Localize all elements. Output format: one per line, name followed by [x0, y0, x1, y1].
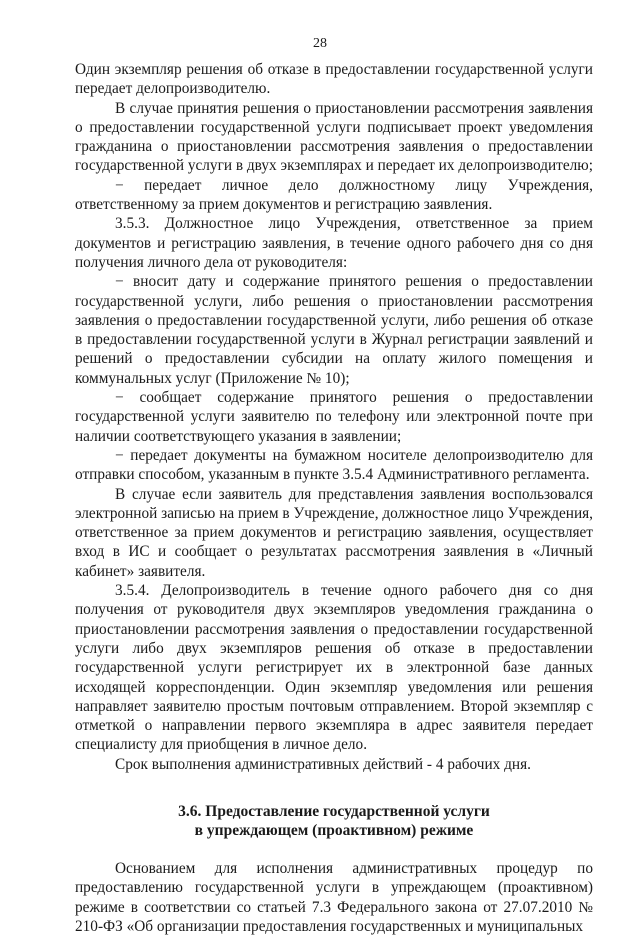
- page-number: 28: [313, 36, 327, 51]
- paragraph: Основанием для исполнения административных процедур по предоставлению государственной услуги в упреждающем (проактивном) режиме в соответствии со статьей 7.3 Федерального закона от 27.07.2010 № 210-ФЗ «Об организации предоставления государственных и муниципальных: [75, 859, 593, 935]
- paragraph: В случае если заявитель для представления заявления воспользовался электронной записью на прием в Учреждение, должностное лицо Учреждения, ответственное за прием документов и регистрацию заявления, осуществляет вход в ИС и сообщает о результатах рассмотрения заявления в «Личный кабинет» заявителя.: [75, 485, 593, 580]
- paragraph: 3.5.3. Должностное лицо Учреждения, ответственное за прием документов и регистрацию заявления, в течение одного рабочего дня со дня получения личного дела от руководителя:: [75, 215, 593, 271]
- paragraph: Один экземпляр решения об отказе в предоставлении государственной услуги передает делопроизводителю.: [75, 61, 593, 98]
- paragraph: 3.5.4. Делопроизводитель в течение одного рабочего дня со дня получения от руководителя двух экземпляров уведомления гражданина о приостановлении рассмотрения заявления о предоставлении государственной услуги либо двух экземпляров решения об отказе в предоставлении государственной услуги регистрирует их в электронной базе данных исходящей корреспонденции. Один экземпляр уведомления или решения направляет заявителю простым почтовым отправлением. Второй экземпляр с отметкой о направлении первого экземпляра в адрес заявителя передает специалисту для приобщения в личное дело.: [75, 582, 593, 754]
- list-item: − вносит дату и содержание принятого решения о предоставлении государственной услуги, либо решения о приостановлении рассмотрения заявления о предоставлении государственной услуги, либо решения об отказе в предоставлении государственной услуги в Журнал регистрации заявлений и решений о предоставлении субсидии на оплату жилого помещения и коммунальных услуг (Приложение № 10);: [75, 273, 593, 387]
- section-heading: [75, 802, 593, 841]
- list-item: − передает личное дело должностному лицу Учреждения, ответственному за прием документов и регистрацию заявления.: [75, 176, 593, 214]
- section-heading-line: 3.6. Предоставление государственной услуги: [178, 802, 490, 820]
- section-heading-line: в упреждающем (проактивном) режиме: [194, 822, 474, 840]
- list-item: − сообщает содержание принятого решения о предоставлении государственной услуги заявителю по телефону или электронной почте при наличии соответствующего указания в заявлении;: [75, 389, 593, 445]
- paragraph: Срок выполнения административных действий - 4 рабочих дня.: [115, 755, 531, 773]
- document-body: [75, 60, 593, 936]
- list-item: − передает документы на бумажном носителе делопроизводителю для отправки способом, указанным в пункте 3.5.4 Административного регламента.: [75, 446, 593, 484]
- paragraph: В случае принятия решения о приостановлении рассмотрения заявления о предоставлении государственной услуги подписывает проект уведомления гражданина о приостановлении рассмотрения заявления о предоставлении государственной услуги в двух экземплярах и передает их делопроизводителю;: [75, 99, 593, 175]
